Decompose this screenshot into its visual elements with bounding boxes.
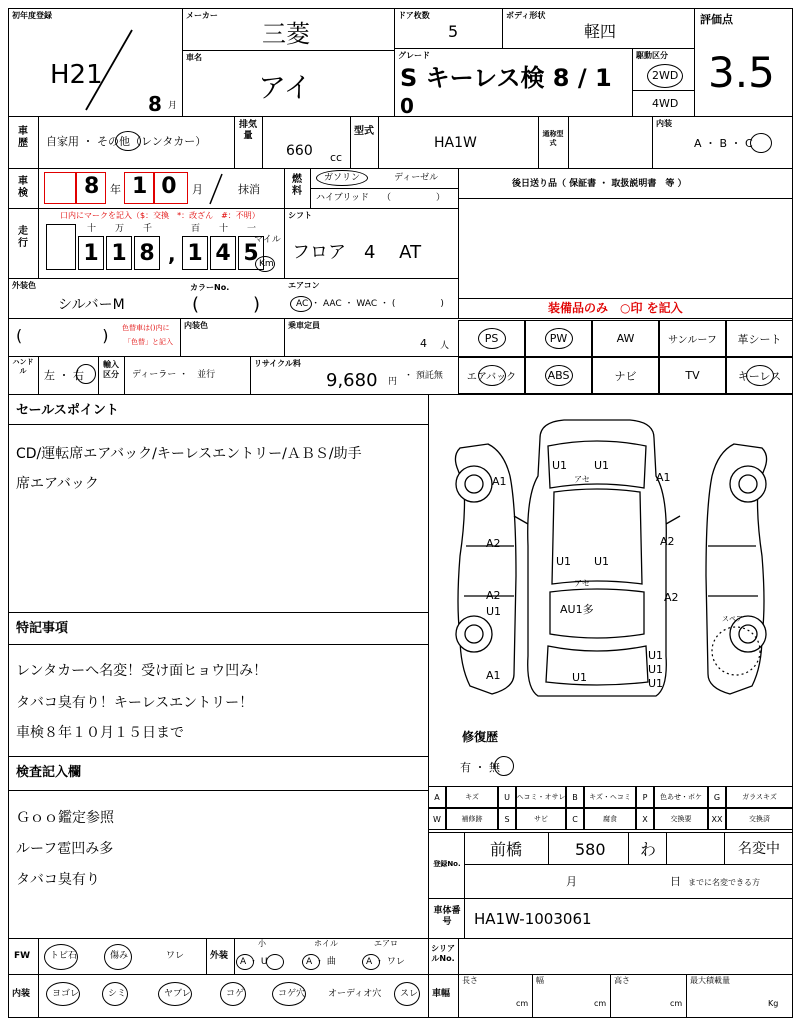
aircon-value: AC ・ AAC ・ WAC ・ ( ): [296, 299, 444, 309]
legend-code-row1-3: P: [636, 786, 654, 808]
interior-item-3: コゲ: [226, 989, 245, 999]
recycle-label: リサイクル料: [254, 359, 301, 368]
interior-item-0: ヨゴレ: [52, 989, 80, 999]
height-unit: cm: [670, 999, 683, 1008]
fw-item-1: 傷み: [110, 951, 129, 961]
equipment-row1-4: 革シート: [726, 320, 793, 357]
damage-mark-15: U1: [648, 663, 664, 676]
fw-item-1-circle: [104, 944, 132, 970]
usage-circle: [115, 131, 141, 151]
serial-label: シリアルNo.: [431, 944, 455, 963]
color-no-label: カラーNo.: [190, 283, 230, 292]
aircon-label: エアコン: [288, 281, 320, 290]
sales-points-label: セールスポイント: [16, 403, 119, 418]
interior-item-6-circle: [394, 982, 420, 1006]
doors-label: ドア枚数: [398, 11, 430, 20]
fuel-gasoline-circle: [316, 170, 368, 186]
wheel-value: A ・ 曲: [306, 957, 336, 967]
interior-item-3-circle: [220, 982, 246, 1006]
legend-code-row2-3: X: [636, 808, 654, 830]
doors-value: 5: [448, 22, 459, 41]
damage-mark-13: U1: [486, 605, 502, 618]
fuel-other: （ ）: [382, 193, 446, 203]
legend-text-row2-3: 交換要: [654, 808, 708, 830]
maker-label: メーカー: [186, 11, 218, 20]
body-label: ボディ形状: [506, 11, 546, 20]
damage-mark-9: アセ: [574, 579, 590, 588]
interior-item-5: オーディオ穴: [328, 989, 382, 999]
mileage-mile: マイル: [254, 235, 281, 245]
mileage-digit-0: 1: [78, 236, 104, 270]
mileage-digit-label-0: 十: [87, 224, 97, 234]
fw-label: FW: [14, 951, 31, 961]
legend-text-row1-4: ガラスキズ: [726, 786, 793, 808]
interior-color-label: 内装色: [184, 321, 208, 330]
damage-mark-17: U1: [572, 671, 588, 684]
mileage-digit-label-2: 千: [143, 224, 153, 234]
legend-code-row2-2: C: [566, 808, 584, 830]
body-value: 軽四: [584, 22, 617, 41]
registration-place: 前橋: [490, 840, 523, 859]
drive-2wd-circle: [647, 64, 683, 88]
displacement-label: 排気量: [238, 120, 257, 141]
equipment-row2-2: ナビ: [592, 357, 659, 394]
damage-mark-10: A2: [486, 589, 501, 602]
mileage-separator: ,: [168, 242, 176, 266]
equipment-row2-4-circle: [746, 365, 774, 386]
fuel-hybrid: ハイブリッド: [316, 193, 370, 203]
mileage-km: Km: [259, 259, 274, 269]
registration-month-unit: 月: [566, 875, 577, 888]
first-reg-year: H21: [50, 60, 103, 90]
capacity-value: 4: [420, 337, 427, 350]
legend-code-row2-0: W: [428, 808, 446, 830]
damage-mark-11: AU1多: [560, 603, 594, 616]
interior-item-0-circle: [46, 982, 80, 1006]
mileage-note: 口内にマークを記入（$：交換 *：改ざん #：不明）: [60, 211, 260, 220]
inspection-label: 検査記入欄: [16, 765, 82, 780]
damage-mark-16: A1: [486, 669, 501, 682]
exterior-note2: 「色替」と記入: [124, 338, 173, 346]
score-value: 3.5: [708, 48, 775, 97]
length-label: 長さ: [462, 976, 478, 985]
exterior-other-paren: ( ): [16, 326, 109, 345]
mileage-label: 走行: [18, 226, 28, 249]
interior-item-6: スレ: [400, 989, 419, 999]
damage-mark-18: U1: [648, 677, 664, 690]
equipment-row1-3: サンルーフ: [659, 320, 726, 357]
special-line2: タバコ臭有り！キーレスエントリー！: [16, 695, 254, 711]
first-reg-month-unit: 月: [168, 101, 178, 111]
aero-value: A ・ ワレ: [366, 957, 405, 967]
registration-kana: わ: [640, 840, 657, 859]
damage-mark-7: U1: [556, 555, 572, 568]
legend-text-row2-0: 補修跡: [446, 808, 498, 830]
usage-value: 自家用 ・ その他（レンタカー）: [46, 135, 207, 148]
first-reg-month: 8: [148, 92, 162, 116]
interior-item-4-circle: [272, 982, 306, 1006]
registration-day-unit: 日: [670, 875, 681, 888]
model-label: 型式: [354, 126, 374, 137]
capacity-unit: 人: [440, 341, 450, 351]
shift-value: フロア 4 AT: [292, 242, 422, 263]
equipment-label: 装備品のみ ○印 を記入: [548, 301, 683, 315]
score-label: 評価点: [700, 13, 733, 26]
reg-slash: [80, 26, 140, 112]
displacement-value: 660: [286, 143, 313, 159]
equipment-row2-4: キーレス: [726, 357, 793, 394]
aero-label: エアロ: [374, 939, 398, 948]
registration-status: 名変中: [738, 841, 780, 857]
shaken-year-unit: 年: [110, 183, 121, 196]
interior-grade-label: 内装: [656, 119, 672, 128]
shaken-label: 車検: [18, 176, 28, 199]
wheel-label: ホイル: [314, 939, 338, 948]
damage-mark-14: U1: [648, 649, 664, 662]
equipment-row2-1: ABS: [525, 357, 592, 394]
repair-value: 有 ・ 無: [460, 761, 500, 774]
registration-number: 580: [575, 840, 606, 859]
load-unit: Kg: [768, 999, 779, 1008]
mileage-digit-label-4: 十: [219, 224, 229, 234]
interior-item-1: シミ: [108, 989, 127, 999]
interior-item-4: コゲ穴: [278, 989, 306, 999]
drive-2wd: 2WD: [652, 69, 679, 82]
accessories-label: 後日送り品（ 保証書 ・ 取扱説明書 等 ）: [512, 179, 687, 189]
car-name-label: 車名: [186, 53, 202, 62]
shaken-month-unit: 月: [192, 183, 203, 196]
interior-item-2-circle: [158, 982, 192, 1006]
small-value: A ・ U: [240, 957, 268, 967]
mileage-digit-4: 4: [210, 236, 236, 270]
exterior-bottom-label: 外装: [210, 951, 229, 961]
exterior-label: 外装色: [12, 281, 36, 290]
maker-value: 三菱: [262, 20, 310, 48]
equipment-row1-2: AW: [592, 320, 659, 357]
legend-text-row2-1: サビ: [516, 808, 566, 830]
damage-mark-12: A2: [664, 591, 679, 604]
drive-label: 駆動区分: [636, 51, 668, 60]
exterior-note1: 色替車は()内に: [122, 324, 170, 332]
legend-text-row1-2: キズ・ヘコミ: [584, 786, 636, 808]
mileage-digit-3: 1: [182, 236, 208, 270]
interior-grade-circle: [750, 133, 772, 153]
common-model-label: 通称型式: [542, 130, 564, 147]
fw-item-0-circle: [44, 944, 78, 970]
exterior-value: シルバーM: [58, 297, 125, 313]
shift-label: シフト: [288, 211, 312, 220]
small-a-circle: [236, 954, 254, 970]
equipment-row1-1: PW: [525, 320, 592, 357]
special-line3: 車検８年１０月１５日まで: [16, 725, 184, 741]
damage-mark-4: A1: [656, 471, 671, 484]
fuel-diesel: ディーゼル: [394, 173, 439, 183]
repair-label: 修復歴: [462, 730, 499, 744]
mileage-digit-5: 5: [238, 236, 264, 270]
wheel-a-circle: [302, 954, 320, 970]
height-label: 高さ: [614, 976, 630, 985]
legend-text-row2-4: 交換済: [726, 808, 793, 830]
equipment-row2-0: エアバック: [458, 357, 525, 394]
length-unit: cm: [516, 999, 529, 1008]
load-label: 最大積載量: [690, 976, 730, 985]
mileage-digit-label-3: 百: [191, 224, 201, 234]
import-value: ディーラー ・ 並行: [132, 370, 216, 380]
equipment-row1-0: PS: [458, 320, 525, 357]
legend-text-row1-0: キズ: [446, 786, 498, 808]
shaken-year: 8: [84, 174, 100, 199]
inspection-line3: タバコ臭有り: [16, 872, 100, 888]
equipment-row2-0-circle: [478, 365, 506, 386]
legend-text-row1-1: ヘコミ・オサレ: [516, 786, 566, 808]
legend-code-row1-0: A: [428, 786, 446, 808]
grade-line1: S キーレス検 8 / 1: [400, 64, 612, 92]
width-unit: cm: [594, 999, 607, 1008]
capacity-label: 乗車定員: [288, 321, 320, 330]
recycle-deposit: ・ 預託無: [404, 371, 443, 381]
car-diagram: [430, 396, 792, 786]
damage-mark-0: U1: [552, 459, 568, 472]
drive-4wd: 4WD: [652, 97, 679, 110]
mileage-box-0: [46, 224, 76, 270]
handle-label: ハンドル: [12, 358, 34, 375]
chassis-value: HA1W-1003061: [474, 910, 592, 928]
inspection-line1: Ｇｏｏ鑑定参照: [16, 810, 114, 826]
mileage-digit-2: 8: [134, 236, 160, 270]
deregistered: 抹消: [238, 183, 260, 196]
legend-text-row1-3: 色あせ・ボケ: [654, 786, 708, 808]
width-label: 幅: [536, 976, 544, 985]
sales-points-line2: 席エアバック: [16, 476, 99, 492]
frame-label: 車幅: [432, 989, 451, 999]
registration-deadline-note: までに名変できる方: [688, 878, 760, 887]
equipment-row2-1-circle: [545, 365, 573, 386]
legend-code-row1-1: U: [498, 786, 516, 808]
legend-code-row1-2: B: [566, 786, 584, 808]
damage-mark-8: U1: [594, 555, 610, 568]
legend-code-row2-1: S: [498, 808, 516, 830]
first-reg-label: 初年度登録: [12, 11, 52, 20]
handle-value: 左 ・ 右: [44, 369, 84, 382]
import-label: 輸入区分: [103, 360, 119, 379]
interior-grade-value: A ・ B ・ C: [694, 137, 753, 150]
fuel-label: 燃料: [292, 174, 302, 197]
mileage-digit-label-5: 一: [247, 224, 257, 234]
sales-points-line1: CD/運転席エアバック/キーレスエントリー/ＡＢＳ/助手: [16, 446, 362, 462]
interior-item-1-circle: [102, 982, 128, 1006]
aero-a-circle: [362, 954, 380, 970]
aircon-ac-circle: [290, 296, 312, 312]
recycle-value: 9,680: [326, 370, 378, 391]
mileage-digit-1: 1: [106, 236, 132, 270]
model-value: HA1W: [434, 135, 477, 151]
grade-label: グレード: [398, 51, 430, 60]
equipment-row2-3: TV: [659, 357, 726, 394]
interior-item-2: ヤブレ: [164, 989, 191, 999]
equipment-row1-1-circle: [545, 328, 573, 349]
inspection-line2: ルーフ雹凹み多: [16, 841, 114, 857]
legend-code-row2-4: XX: [708, 808, 726, 830]
damage-mark-3: A1: [492, 475, 507, 488]
legend-text-row2-2: 腐食: [584, 808, 636, 830]
registration-label: 登録No.: [433, 860, 461, 868]
damage-mark-5: A2: [486, 537, 501, 550]
car-name-value: アイ: [258, 71, 312, 104]
repair-none-circle: [494, 756, 514, 776]
legend-code-row1-4: G: [708, 786, 726, 808]
color-no-value: ( ): [192, 294, 261, 315]
damage-mark-1: U1: [594, 459, 610, 472]
small-label: 小: [258, 939, 266, 948]
shaken-month: 10: [132, 174, 191, 199]
fw-item-2: ワレ: [166, 951, 185, 961]
fuel-gasoline: ガソリン: [324, 173, 361, 183]
equipment-row1-0-circle: [478, 328, 506, 349]
grade-line2: 0: [400, 94, 414, 118]
mileage-digit-label-1: 万: [115, 224, 125, 234]
damage-mark-2: アセ: [574, 475, 590, 484]
displacement-unit: cc: [330, 151, 343, 164]
chassis-label: 車体番号: [433, 906, 461, 927]
usage-label: 車歴: [18, 126, 28, 149]
interior-bottom-label: 内装: [12, 989, 31, 999]
handle-right-circle: [76, 364, 96, 384]
recycle-unit: 円: [388, 377, 398, 387]
fw-item-0: トビ石: [50, 951, 78, 961]
special-label: 特記事項: [16, 621, 69, 636]
small-u-circle: [266, 954, 284, 970]
spare-label: スペア: [722, 615, 743, 623]
special-line1: レンタカーへ名変！受け面ヒョウ凹み！: [16, 663, 268, 679]
damage-mark-6: A2: [660, 535, 675, 548]
